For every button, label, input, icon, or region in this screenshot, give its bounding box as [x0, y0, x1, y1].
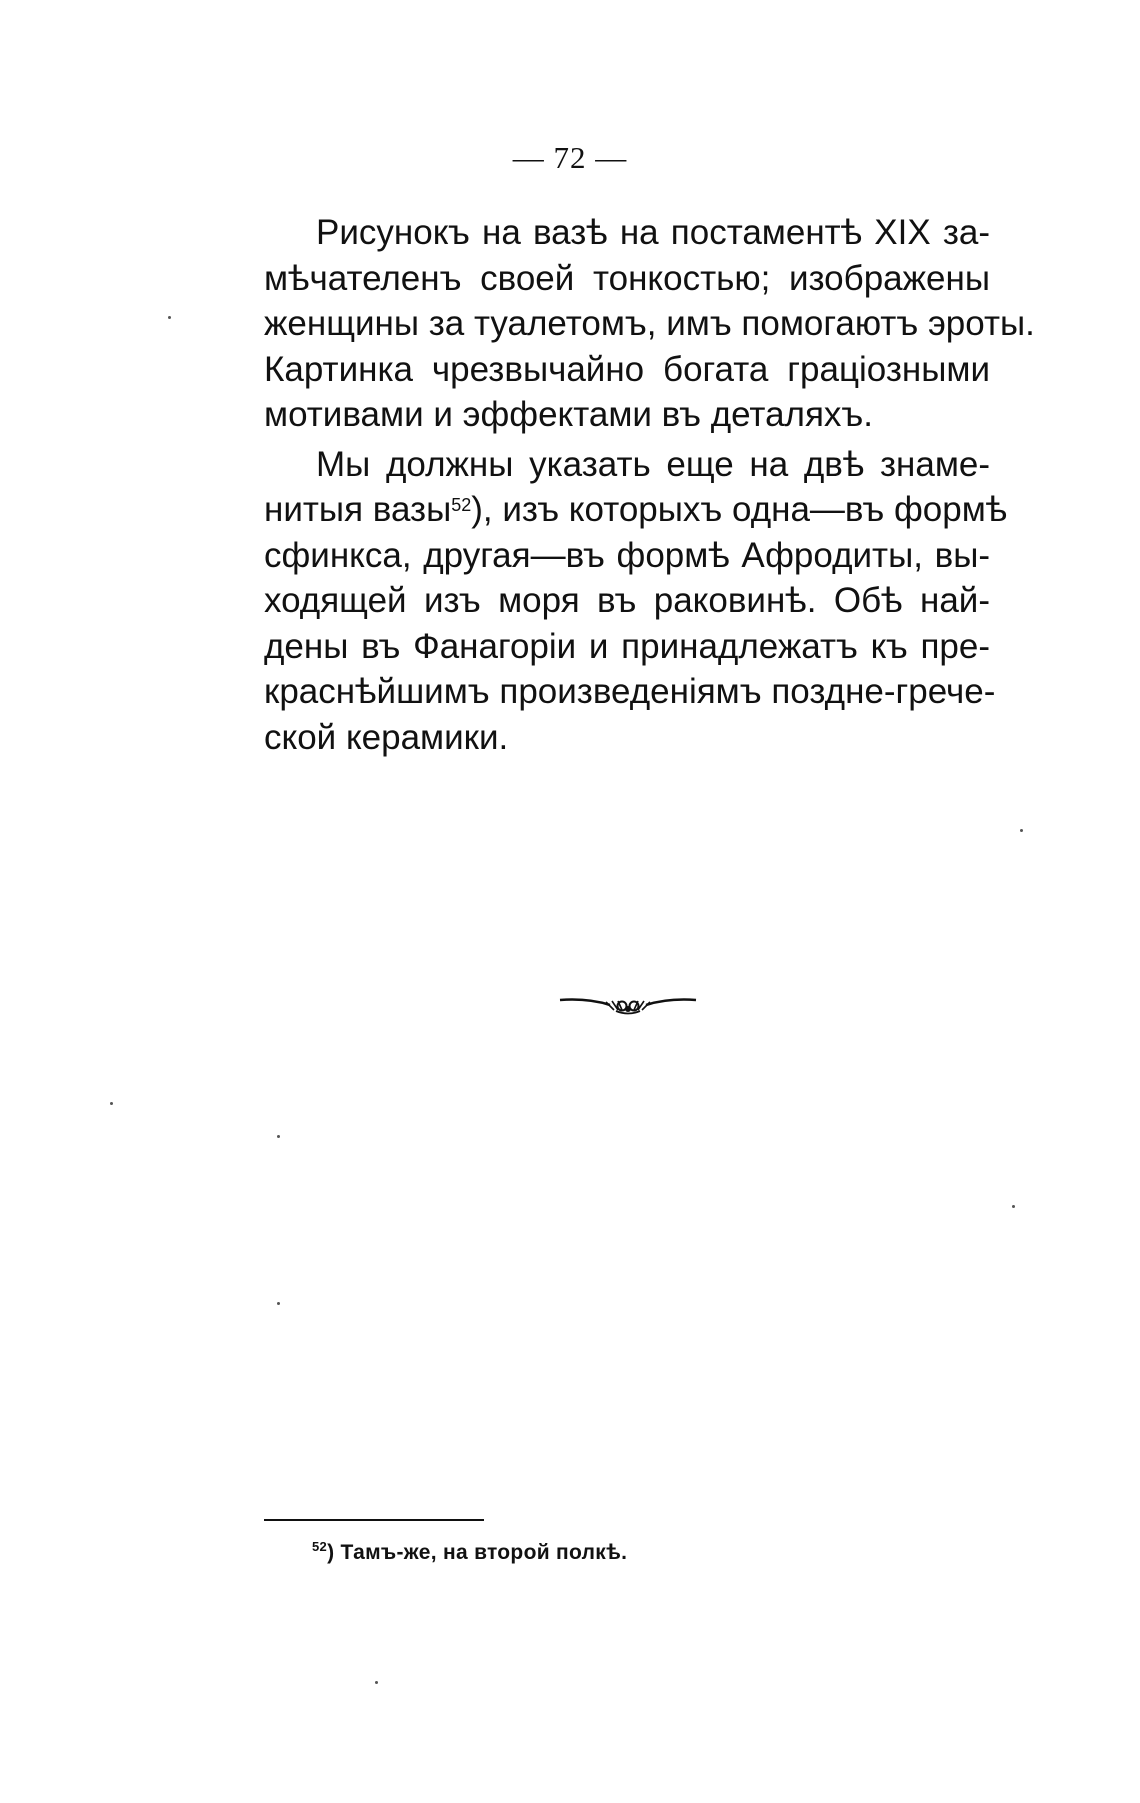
- paragraph-1: [264, 210, 1035, 438]
- text-line: краснѣйшимъ произведеніямъ поздне-грече-: [264, 672, 996, 711]
- footnote: [312, 1541, 627, 1565]
- body-text: [264, 210, 1035, 760]
- footnote-reference: 52: [451, 495, 472, 515]
- footnote-marker: 52: [312, 1539, 328, 1554]
- text-line: Мы должны указать еще на двѣ знаме-: [316, 444, 990, 484]
- scan-speck: [277, 1135, 280, 1138]
- scan-speck: [110, 1102, 113, 1105]
- text-line: Рисунокъ на вазѣ на постаментѣ XIX за-: [316, 213, 990, 252]
- text-line-with-footnote: [264, 487, 1008, 533]
- text-line: ской керамики.: [264, 717, 509, 757]
- footnote-text: ) Тамъ-же, на второй полкѣ.: [327, 1541, 628, 1564]
- scan-speck: [168, 316, 171, 319]
- text-line: ходящей изъ моря въ раковинѣ. Обѣ най-: [264, 581, 990, 620]
- page-number: — 72 —: [512, 140, 628, 175]
- paragraph-2: [264, 442, 1008, 761]
- text-line: мѣчателенъ своей тонкостью; изображены: [264, 258, 990, 298]
- scan-speck: [277, 1302, 280, 1305]
- scan-speck: [1020, 829, 1023, 832]
- scan-speck: [1012, 1205, 1015, 1208]
- footnote-divider: [264, 1519, 484, 1521]
- text-line: Картинка чрезвычайно богата граціозными: [264, 349, 990, 389]
- text-fragment: нитыя вазы: [264, 490, 452, 529]
- text-line: женщины за туалетомъ, имъ помогаютъ эроты.: [264, 304, 1035, 343]
- text-line: дены въ Фанагоріи и принадлежатъ къ пре-: [264, 626, 990, 666]
- text-line: сфинкса, другая—въ формѣ Афродиты, вы-: [264, 535, 990, 575]
- scan-speck: [375, 1681, 378, 1684]
- text-line: мотивами и эффектами въ деталяхъ.: [264, 395, 874, 434]
- scroll-ornament-icon: [558, 988, 698, 1018]
- text-fragment: ), изъ которыхъ одна—въ формѣ: [471, 490, 1008, 529]
